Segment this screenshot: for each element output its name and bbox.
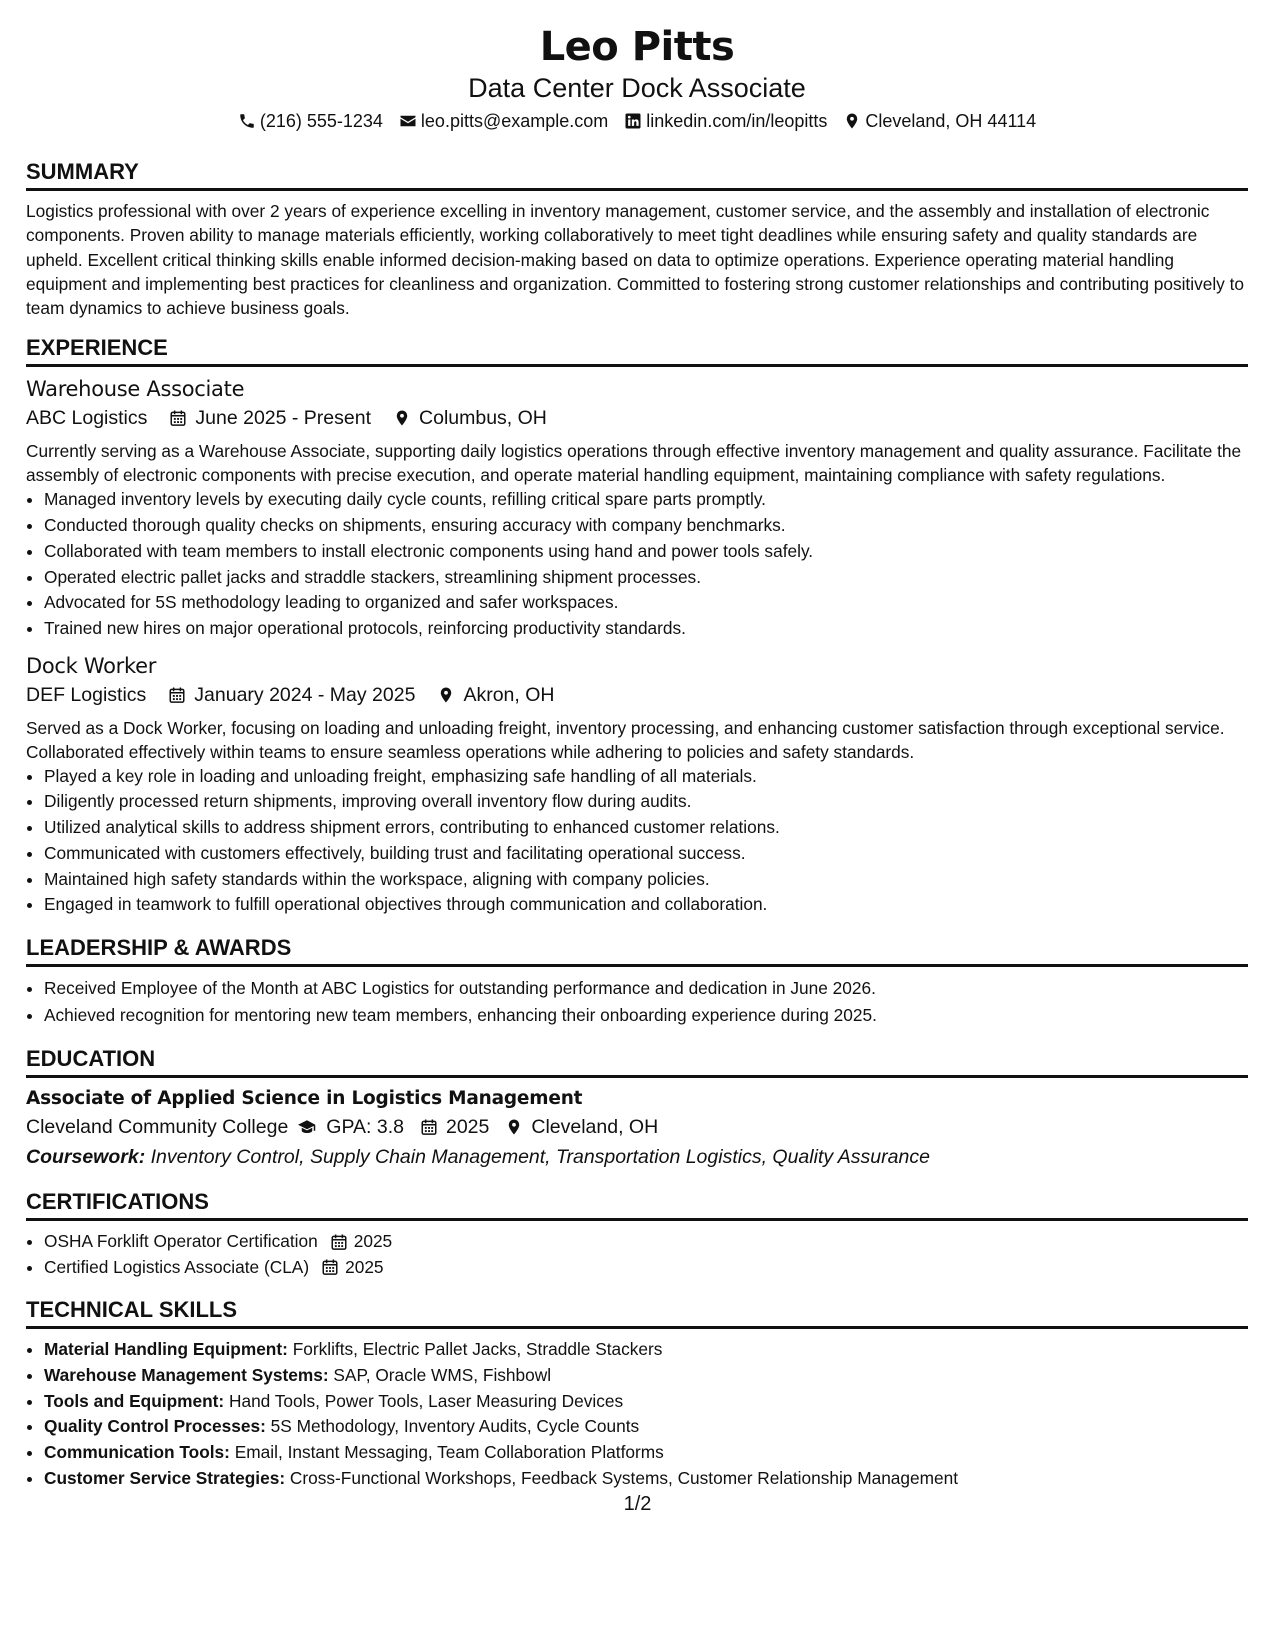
degree-title: Associate of Applied Science in Logistics Management	[26, 1087, 583, 1109]
list-item: • Managed inventory levels by executing daily cycle counts, refilling critical spare parts promptly.	[44, 487, 1248, 513]
certification-year: 2025	[345, 1256, 384, 1277]
skill-label: Customer Service Strategies:	[44, 1467, 286, 1488]
calendar-icon	[168, 686, 186, 704]
gpa-text: GPA: 3.8	[326, 1115, 404, 1138]
skills-list	[26, 1337, 1248, 1491]
list-item	[44, 1389, 1248, 1415]
contact-phone	[238, 108, 383, 134]
list-item	[44, 1363, 1248, 1389]
job-dates: June 2025 - Present	[195, 407, 372, 430]
list-item: • Communicated with customers effectively, building trust and facilitating operational success.	[44, 841, 1248, 867]
certification-name: • OSHA Forklift Operator Certification	[44, 1230, 318, 1251]
leadership-list	[26, 975, 1248, 1029]
certification-year: 2025	[353, 1230, 393, 1251]
job-description: Served as a Dock Worker, focusing on loading and unloading freight, inventory processing, and enhancing customer satisfaction through exceptional service. Collaborated effectively within teams to ensure seamless operations while adhering to policies and safety standards.	[26, 717, 1225, 762]
job-title: Warehouse Associate	[26, 377, 245, 402]
location-text: Cleveland, OH 44114	[865, 111, 1037, 131]
education-heading: EDUCATION	[26, 1045, 1248, 1078]
experience-heading: EXPERIENCE	[26, 334, 1248, 367]
page-number: 1/2	[623, 1493, 652, 1515]
list-item: • Advocated for 5S methodology leading to organized and safer workspaces.	[44, 590, 1248, 616]
job-location: Akron, OH	[463, 683, 555, 706]
job-entry	[26, 375, 1248, 641]
skill-label: Tools and Equipment:	[44, 1390, 225, 1411]
school-location: Cleveland, OH	[531, 1115, 659, 1138]
coursework-line	[26, 1142, 1248, 1172]
skill-value: SAP, Oracle WMS, Fishbowl	[333, 1365, 552, 1386]
map-pin-icon	[843, 112, 861, 130]
job-company: DEF Logistics	[26, 683, 147, 706]
skill-label: Material Handling Equipment:	[44, 1339, 288, 1360]
coursework-label: Coursework:	[26, 1145, 146, 1168]
list-item	[44, 1440, 1248, 1466]
list-item: • Played a key role in loading and unloading freight, emphasizing safe handling of all materials.	[44, 764, 1248, 790]
skill-value: Cross-Functional Workshops, Feedback Systems, Customer Relationship Management	[289, 1467, 959, 1488]
map-pin-icon	[437, 686, 455, 704]
calendar-icon	[169, 409, 187, 427]
job-location: Columbus, OH	[419, 407, 547, 430]
summary-text: Logistics professional with over 2 years of experience excelling in inventory management, customer service, and the assembly and installation of electronic components. Proven ability to manage materials efficiently, working collaboratively to meet tight deadlines while ensuring safety and quality standards are upheld. Excellent critical thinking skills enable informed decision-making based on data to optimize operations. Experience operating material handling equipment and implementing best practices for cleanliness and organization. Committed to fostering strong customer relationships and contributing positively to team dynamics to achieve business goals.	[26, 201, 1245, 319]
linkedin-icon	[624, 112, 642, 130]
list-item: • Trained new hires on major operational protocols, reinforcing productivity standards.	[44, 616, 1248, 642]
envelope-icon	[399, 112, 417, 130]
job-title: Dock Worker	[26, 653, 157, 678]
contact-linkedin[interactable]	[624, 108, 827, 134]
map-pin-icon	[505, 1118, 523, 1136]
certifications-heading: CERTIFICATIONS	[26, 1188, 1248, 1221]
skill-value: Hand Tools, Power Tools, Laser Measuring Devices	[228, 1390, 624, 1411]
coursework-text: Inventory Control, Supply Chain Management, Transportation Logistics, Quality Assurance	[150, 1145, 930, 1168]
job-bullets	[26, 764, 1248, 918]
certification-name: • Certified Logistics Associate (CLA)	[44, 1256, 310, 1277]
resume-page	[26, 22, 1248, 1492]
graduation-cap-icon	[296, 1118, 318, 1136]
skill-value: 5S Methodology, Inventory Audits, Cycle Counts	[270, 1416, 640, 1437]
contact-email[interactable]	[399, 108, 608, 134]
list-item	[44, 1229, 1248, 1255]
contact-location	[843, 108, 1036, 134]
school-name: Cleveland Community College	[26, 1115, 289, 1138]
certifications-list	[26, 1229, 1248, 1280]
skill-label: Quality Control Processes:	[44, 1416, 266, 1437]
list-item	[44, 1255, 1248, 1281]
calendar-icon	[330, 1233, 348, 1251]
phone-text: (216) 555-1234	[259, 111, 383, 131]
job-meta	[26, 403, 1248, 433]
email-text[interactable]: leo.pitts@example.com	[420, 111, 609, 131]
list-item: • Engaged in teamwork to fulfill operational objectives through communication and collaboration.	[44, 892, 1248, 918]
list-item: • Collaborated with team members to install electronic components using hand and power tools safely.	[44, 539, 1248, 565]
calendar-icon	[321, 1258, 339, 1276]
list-item	[44, 1414, 1248, 1440]
resume-header	[26, 22, 1248, 134]
skill-label: Warehouse Management Systems:	[44, 1365, 329, 1386]
phone-icon	[238, 112, 256, 130]
job-dates: January 2024 - May 2025	[194, 683, 416, 706]
skills-heading: TECHNICAL SKILLS	[26, 1296, 1248, 1329]
job-company: ABC Logistics	[26, 407, 148, 430]
candidate-role: Data Center Dock Associate	[468, 73, 806, 103]
job-bullets	[26, 487, 1248, 641]
list-item: • Operated electric pallet jacks and straddle stackers, streamlining shipment processes.	[44, 565, 1248, 591]
skill-value: Forklifts, Electric Pallet Jacks, Straddle Stackers	[292, 1339, 663, 1360]
leadership-heading: LEADERSHIP & AWARDS	[26, 934, 1248, 967]
map-pin-icon	[393, 409, 411, 427]
list-item: • Achieved recognition for mentoring new team members, enhancing their onboarding experience during 2025.	[44, 1002, 1248, 1029]
list-item: • Maintained high safety standards within the workspace, aligning with company policies.	[44, 867, 1248, 893]
list-item	[44, 1466, 1248, 1492]
list-item: • Received Employee of the Month at ABC Logistics for outstanding performance and dedication in June 2026.	[44, 975, 1248, 1002]
list-item: • Diligently processed return shipments, improving overall inventory flow during audits.	[44, 789, 1248, 815]
graduation-year: 2025	[445, 1115, 490, 1138]
list-item: • Utilized analytical skills to address shipment errors, contributing to enhanced customer relations.	[44, 815, 1248, 841]
job-entry	[26, 652, 1248, 918]
linkedin-text[interactable]: linkedin.com/in/leopitts	[646, 111, 828, 131]
list-item	[44, 1337, 1248, 1363]
education-meta	[26, 1112, 1248, 1142]
candidate-name: Leo Pitts	[539, 24, 735, 70]
list-item: • Conducted thorough quality checks on shipments, ensuring accuracy with company benchmarks.	[44, 513, 1248, 539]
job-meta	[26, 680, 1248, 710]
skill-label: Communication Tools:	[44, 1442, 230, 1463]
contact-bar	[26, 108, 1248, 134]
summary-heading: SUMMARY	[26, 158, 1248, 191]
job-description: Currently serving as a Warehouse Associate, supporting daily logistics operations through effective inventory management and quality assurance. Facilitate the assembly of electronic components with precise execution, and operate material handling equipment, maintaining compliance with safety regulations.	[26, 441, 1242, 486]
calendar-icon	[420, 1118, 438, 1136]
skill-value: Email, Instant Messaging, Team Collaboration Platforms	[234, 1442, 664, 1463]
